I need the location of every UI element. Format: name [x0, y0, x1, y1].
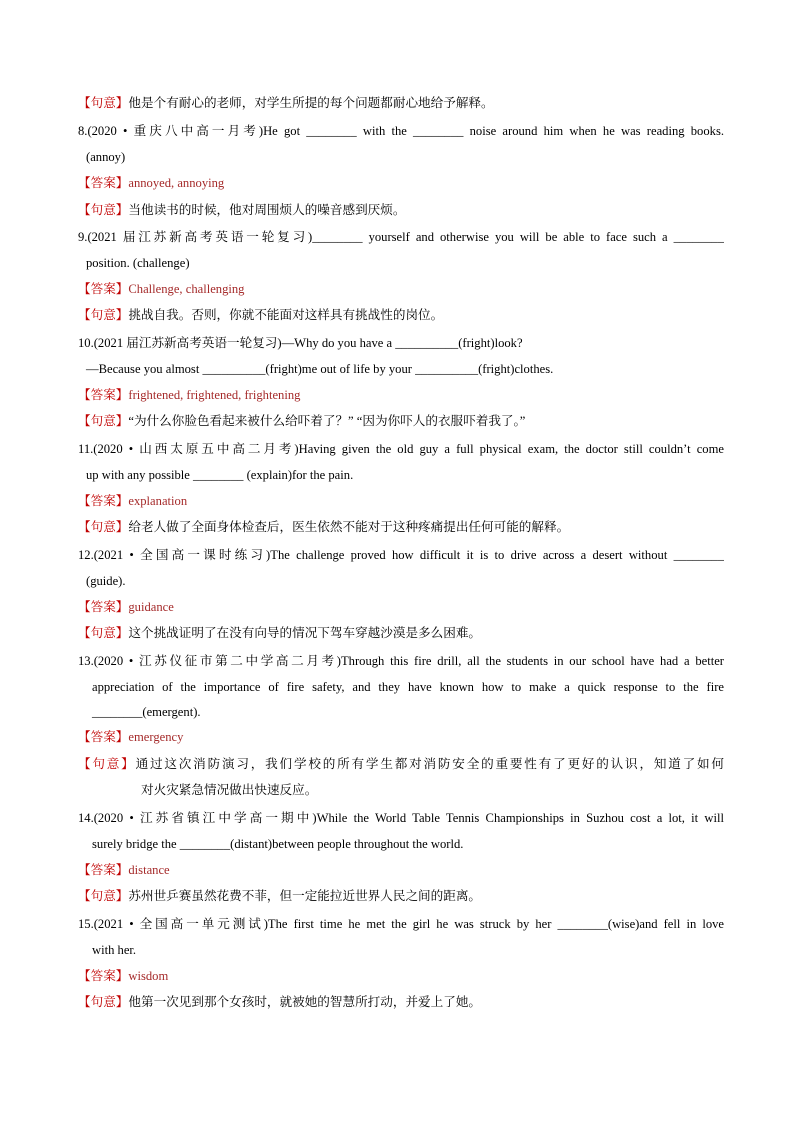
meaning-tag: 【句意】 [78, 889, 129, 903]
question-continuation [92, 836, 724, 852]
line-text: surely bridge the ________(distant)between people throughout the world. [92, 837, 464, 851]
line-text: 10.(2021 届江苏新高考英语一轮复习)—Why do you have a __________(fright)look? [78, 336, 523, 350]
answer-line [78, 729, 724, 745]
question-continuation [86, 573, 724, 589]
translation-line [78, 413, 724, 429]
meaning-tag: 【句意】 [78, 995, 129, 1009]
translation-line [78, 307, 724, 323]
question-line [78, 441, 724, 457]
translation-line [78, 95, 724, 111]
answer-text: annoyed, annoying [128, 176, 225, 190]
answer-line [78, 493, 724, 509]
line-text: 他第一次见到那个女孩时，就被她的智慧所打动，并爱上了她。 [128, 995, 481, 1009]
line-text: —Because you almost __________(fright)me out of life by your __________(fright)clothes. [86, 362, 554, 376]
meaning-tag: 【句意】 [78, 308, 129, 322]
meaning-tag: 【句意】 [78, 203, 129, 217]
answer-line [78, 968, 724, 984]
question-line [78, 653, 724, 669]
translation-line [141, 782, 724, 798]
answer-text: emergency [128, 730, 184, 744]
line-text: 他是个有耐心的老师，对学生所提的每个问题都耐心地给予解释。 [128, 96, 494, 110]
answer-tag: 【答案】 [78, 388, 129, 402]
line-text: position. (challenge) [86, 256, 190, 270]
line-text: up with any possible ________ (explain)for the pain. [86, 468, 354, 482]
meaning-tag: 【句意】 [78, 757, 136, 771]
line-text: 11.(2020 • 山西太原五中高二月考)Having given the old guy a full physical exam, the doctor still couldn’t come [78, 442, 724, 456]
answer-text: wisdom [128, 969, 169, 983]
answer-line [78, 599, 724, 615]
question-continuation [86, 149, 724, 165]
translation-line [78, 625, 724, 641]
line-text: ________(emergent). [92, 705, 201, 719]
line-text: 当他读书的时候，他对周围烦人的噪音感到厌烦。 [128, 203, 406, 217]
question-continuation [86, 255, 724, 271]
answer-tag: 【答案】 [78, 600, 129, 614]
question-continuation [86, 361, 724, 377]
answer-line [78, 281, 724, 297]
question-continuation [92, 679, 724, 695]
line-text: 15.(2021 • 全国高一单元测试)The first time he met the girl he was struck by her ________(wise)and fell in love [78, 917, 724, 931]
question-line [78, 916, 724, 932]
question-continuation [86, 467, 724, 483]
line-text: “为什么你脸色看起来被什么给吓着了？” “因为你吓人的衣服吓着我了。” [128, 414, 526, 428]
meaning-tag: 【句意】 [78, 414, 129, 428]
line-text: 13.(2020 • 江苏仪征市第二中学高二月考)Through this fire drill, all the students in our school have had a better [78, 654, 724, 668]
meaning-tag: 【句意】 [78, 520, 129, 534]
line-text: appreciation of the importance of fire safety, and they have known how to make a quick response to the fire [92, 680, 724, 694]
answer-tag: 【答案】 [78, 969, 129, 983]
question-line [78, 123, 724, 139]
question-line [78, 547, 724, 563]
line-text: 挑战自我。否则，你就不能面对这样具有挑战性的岗位。 [128, 308, 444, 322]
answer-text: distance [128, 863, 170, 877]
translation-line [78, 756, 724, 772]
question-continuation [92, 704, 724, 720]
line-text: 12.(2021 • 全国高一课时练习)The challenge proved how difficult it is to drive across a desert without ________ [78, 548, 724, 562]
translation-line [78, 994, 724, 1010]
answer-tag: 【答案】 [78, 730, 129, 744]
line-text: 通过这次消防演习，我们学校的所有学生都对消防安全的重要性有了更好的认识，知道了如何 [135, 757, 724, 771]
answer-text: explanation [128, 494, 188, 508]
meaning-tag: 【句意】 [78, 626, 129, 640]
answer-tag: 【答案】 [78, 176, 129, 190]
answer-tag: 【答案】 [78, 863, 129, 877]
answer-tag: 【答案】 [78, 282, 129, 296]
line-text: (annoy) [86, 150, 126, 164]
answer-line [78, 175, 724, 191]
answer-text: guidance [128, 600, 174, 614]
translation-line [78, 888, 724, 904]
line-text: 给老人做了全面身体检查后，医生依然不能对于这种疼痛提出任何可能的解释。 [128, 520, 570, 534]
line-text: 这个挑战证明了在没有向导的情况下驾车穿越沙漠是多么困难。 [128, 626, 481, 640]
question-continuation [92, 942, 724, 958]
line-text: 9.(2021 届江苏新高考英语一轮复习)________ yourself and otherwise you will be able to face such a ________ [78, 230, 724, 244]
answer-text: Challenge, challenging [128, 282, 245, 296]
answer-line [78, 387, 724, 403]
line-text: 对火灾紧急情况做出快速反应。 [141, 783, 318, 797]
translation-line [78, 519, 724, 535]
line-text: (guide). [86, 574, 126, 588]
line-text: 8.(2020 • 重庆八中高一月考)He got ________ with the ________ noise around him when he was reading books. [78, 124, 724, 138]
answer-line [78, 862, 724, 878]
line-text: with her. [92, 943, 137, 957]
answer-tag: 【答案】 [78, 494, 129, 508]
meaning-tag: 【句意】 [78, 96, 129, 110]
question-line [78, 335, 724, 351]
answer-text: frightened, frightened, frightening [128, 388, 301, 402]
line-text: 14.(2020 • 江苏省镇江中学高一期中)While the World Table Tennis Championships in Suzhou cost a lot, it will [78, 811, 724, 825]
question-line [78, 810, 724, 826]
translation-line [78, 202, 724, 218]
line-text: 苏州世乒赛虽然花费不菲，但一定能拉近世界人民之间的距离。 [128, 889, 481, 903]
question-line [78, 229, 724, 245]
